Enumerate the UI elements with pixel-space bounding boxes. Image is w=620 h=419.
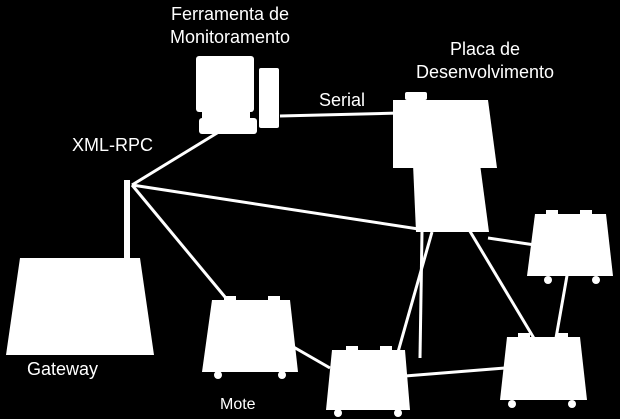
development-board-icon bbox=[393, 92, 497, 232]
board-label bbox=[400, 38, 570, 84]
connections bbox=[132, 113, 568, 376]
link-computer-board-serial bbox=[280, 113, 400, 116]
monitoring-tool-label-line2: Monitoramento bbox=[169, 27, 291, 47]
mote-left-icon bbox=[202, 296, 298, 379]
computer-icon bbox=[196, 56, 279, 134]
mote-center-icon bbox=[326, 346, 410, 417]
board-label-line1: Placa de bbox=[449, 39, 521, 59]
link-board-mote-bottom-right-2 bbox=[420, 232, 422, 358]
link-gateway-board bbox=[132, 185, 425, 230]
xmlrpc-label: XML-RPC bbox=[72, 135, 154, 155]
serial-label: Serial bbox=[319, 90, 366, 110]
mote-bottom-right-icon bbox=[500, 333, 587, 408]
monitoring-tool-label bbox=[150, 3, 310, 49]
mote-label: Mote bbox=[220, 396, 256, 413]
gateway-icon bbox=[6, 180, 154, 355]
gateway-label: Gateway bbox=[27, 359, 99, 379]
link-gateway-mote-left bbox=[132, 185, 230, 303]
link-mote-center-mote-bottom-right bbox=[405, 368, 505, 376]
mote-top-right-icon bbox=[527, 210, 613, 284]
link-mote-top-right-mote-bottom-right bbox=[556, 270, 568, 338]
monitoring-tool-label-line1: Ferramenta de bbox=[170, 4, 290, 24]
link-board-mote-center bbox=[398, 232, 432, 352]
board-label-line2: Desenvolvimento bbox=[415, 62, 555, 82]
link-board-mote-top-right bbox=[488, 238, 535, 245]
